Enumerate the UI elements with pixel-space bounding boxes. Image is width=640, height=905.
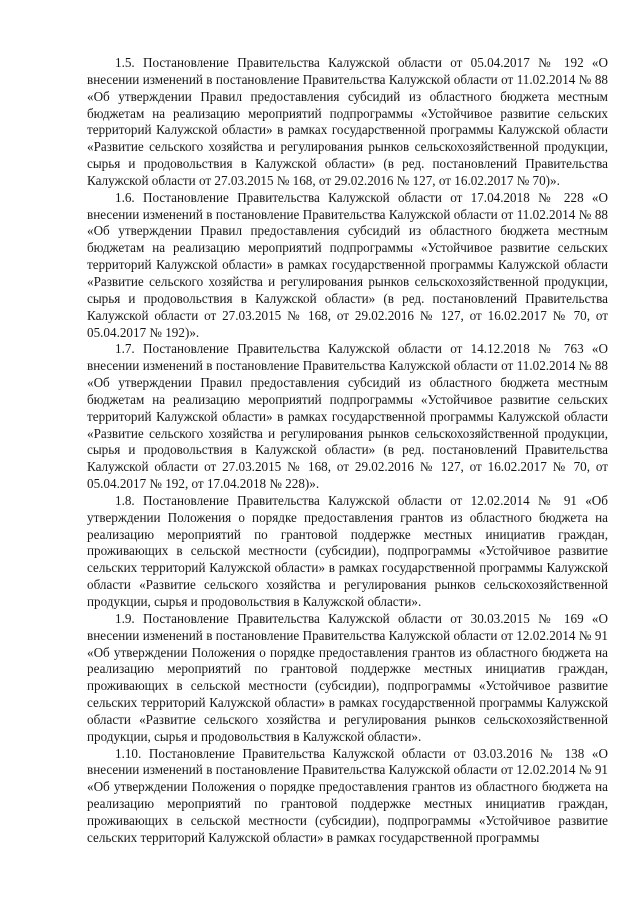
paragraph-1-8: 1.8. Постановление Правительства Калужской области от 12.02.2014 № 91 «Об утверждении Положения о порядке предоставления грантов из областного бюджета на реализацию мероприятий по грантовой поддержке местных инициатив граждан, проживающих в сельской местности (субсидии), подпрограммы «Устойчивое развитие сельских территорий Калужской области» в рамках государственной программы Калужской области «Развитие сельского хозяйства и регулирования рынков сельскохозяйственной продукции, сырья и продовольствия в Калужской области». (87, 492, 608, 609)
paragraph-1-7: 1.7. Постановление Правительства Калужской области от 14.12.2018 № 763 «О внесении изменений в постановление Правительства Калужской области от 11.02.2014 № 88 «Об утверждении Правил предоставления субсидий из областного бюджета местным бюджетам на реализацию мероприятий подпрограммы «Устойчивое развитие сельских территорий Калужской области» в рамках государственной программы Калужской области «Развитие сельского хозяйства и регулирования рынков сельскохозяйственной продукции, сырья и продовольствия в Калужской области» (в ред. постановлений Правительства Калужской области от 27.03.2015 № 168, от 29.02.2016 № 127, от 16.02.2017 № 70, от 05.04.2017 № 192, от 17.04.2018 № 228)». (87, 341, 608, 492)
paragraph-1-6: 1.6. Постановление Правительства Калужской области от 17.04.2018 № 228 «О внесении изменений в постановление Правительства Калужской области от 11.02.2014 № 88 «Об утверждении Правил предоставления субсидий из областного бюджета местным бюджетам на реализацию мероприятий подпрограммы «Устойчивое развитие сельских территорий Калужской области» в рамках государственной программы Калужской области «Развитие сельского хозяйства и регулирования рынков сельскохозяйственной продукции, сырья и продовольствия в Калужской области» (в ред. постановлений Правительства Калужской области от 27.03.2015 № 168, от 29.02.2016 № 127, от 16.02.2017 № 70, от 05.04.2017 № 192)». (87, 189, 608, 340)
document-body (87, 55, 608, 847)
paragraph-1-9: 1.9. Постановление Правительства Калужской области от 30.03.2015 № 169 «О внесении изменений в постановление Правительства Калужской области от 12.02.2014 № 91 «Об утверждении Положения о порядке предоставления грантов из областного бюджета на реализацию мероприятий по грантовой поддержке местных инициатив граждан, проживающих в сельской местности (субсидии), подпрограммы «Устойчивое развитие сельских территорий Калужской области» в рамках государственной программы Калужской области «Развитие сельского хозяйства и регулирования рынков сельскохозяйственной продукции, сырья и продовольствия в Калужской области». (87, 610, 608, 744)
paragraph-1-5: 1.5. Постановление Правительства Калужской области от 05.04.2017 № 192 «О внесении изменений в постановление Правительства Калужской области от 11.02.2014 № 88 «Об утверждении Правил предоставления субсидий из областного бюджета местным бюджетам на реализацию мероприятий подпрограммы «Устойчивое развитие сельских территорий Калужской области» в рамках государственной программы Калужской области «Развитие сельского хозяйства и регулирования рынков сельскохозяйственной продукции, сырья и продовольствия в Калужской области» (в ред. постановлений Правительства Калужской области от 27.03.2015 № 168, от 29.02.2016 № 127, от 16.02.2017 № 70)». (87, 55, 608, 188)
paragraph-1-10: 1.10. Постановление Правительства Калужской области от 03.03.2016 № 138 «О внесении изменений в постановление Правительства Калужской области от 12.02.2014 № 91 «Об утверждении Положения о порядке предоставления грантов из областного бюджета на реализацию мероприятий по грантовой поддержке местных инициатив граждан, проживающих в сельской местности (субсидии), подпрограммы «Устойчивое развитие сельских территорий Калужской области» в рамках государственной программы (87, 745, 608, 845)
